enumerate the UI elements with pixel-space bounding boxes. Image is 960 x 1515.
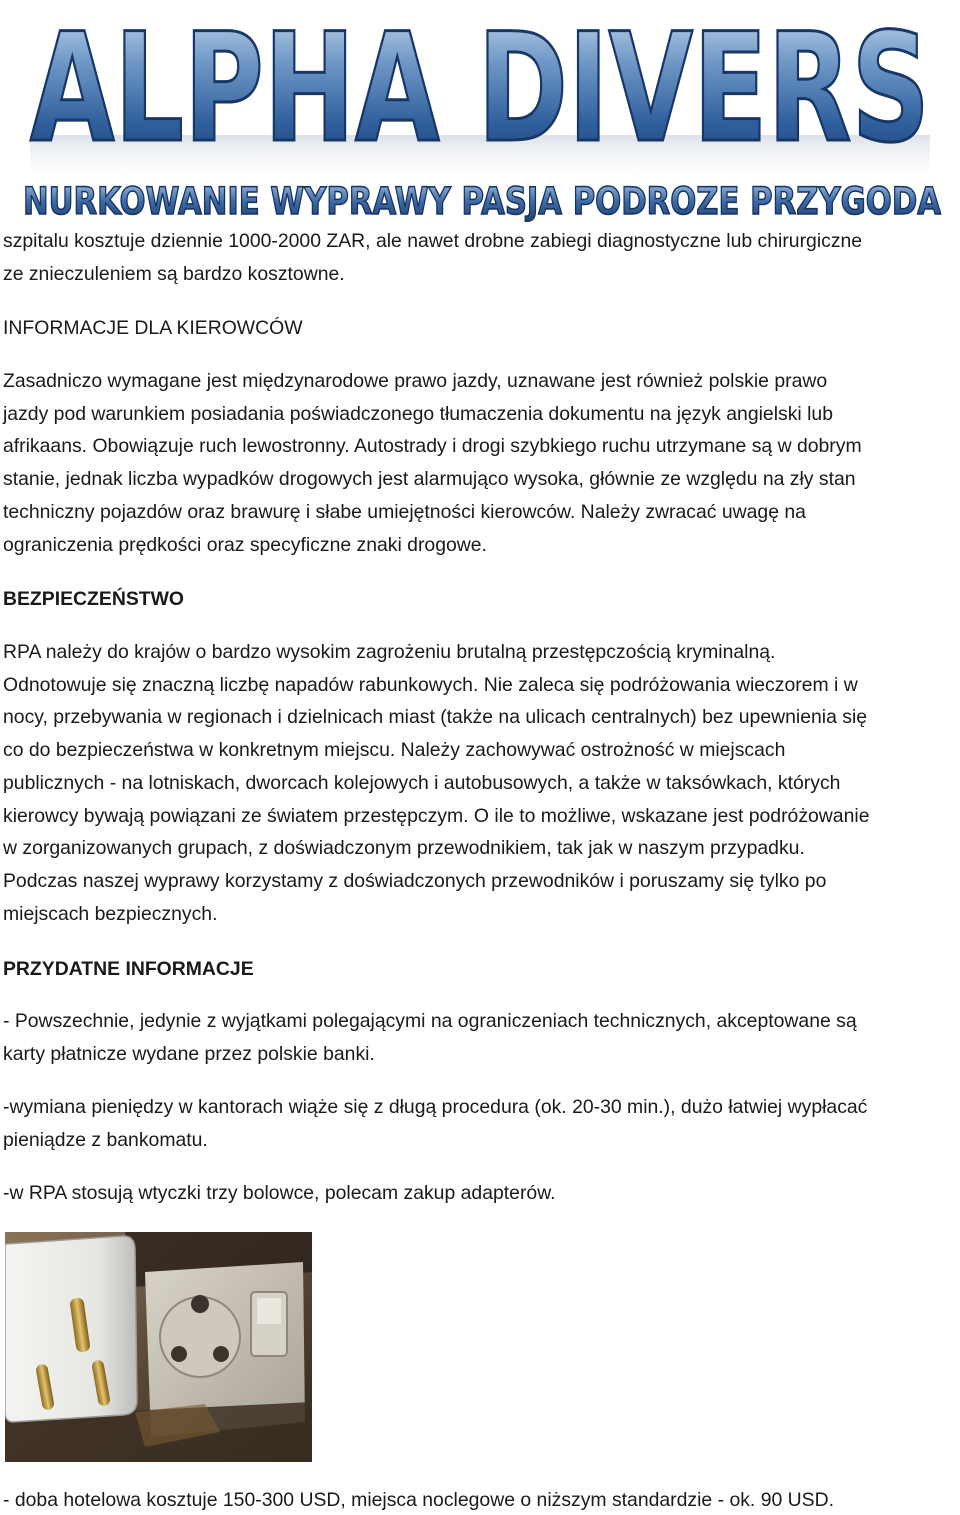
text-line: - doba hotelowa kosztuje 150-300 USD, miejsca noclegowe o niższym standardzie - ok. 90 USD. (3, 1489, 834, 1511)
alpha-divers-logo (0, 0, 960, 222)
text-line: pieniądze z bankomatu. (3, 1128, 208, 1151)
safety-heading: BEZPIECZEŃSTWO (3, 588, 184, 610)
text-line: Zasadniczo wymagane jest międzynarodowe prawo jazdy, uznawane jest również polskie prawo (3, 370, 828, 392)
text-line: karty płatnicze wydane przez polskie banki. (3, 1042, 375, 1065)
safety-paragraph (3, 636, 953, 930)
text-line: - Powszechnie, jedynie z wyjątkami polegającymi na ograniczeniach technicznych, akceptowane są (3, 1010, 857, 1032)
text-line: miejscach bezpiecznych. (3, 902, 218, 925)
text-line: ograniczenia prędkości oraz specyficzne znaki drogowe. (3, 533, 487, 556)
text-line: publicznych - na lotniskach, dworcach kolejowych i autobusowych, a także w taksówkach, których (3, 771, 841, 794)
text-line: kierowcy bywają powiązani ze światem przestępczym. O ile to możliwe, wskazane jest podróżowanie (3, 804, 870, 827)
text-line: Podczas naszej wyprawy korzystamy z doświadczonych przewodników i poruszamy się tylko po (3, 869, 827, 892)
plug-socket-photo (5, 1232, 312, 1462)
logo-wordmark: ALPHA DIVERS (30, 2, 930, 176)
text-line: ze znieczuleniem są bardzo kosztowne. (3, 262, 345, 285)
text-line: jazdy pod warunkiem posiadania poświadczonego tłumaczenia dokumentu na język angielski lub (3, 402, 833, 425)
logo-tagline: NURKOWANIE WYPRAWY PASJA PODROZE PRZYGODA (23, 180, 942, 222)
text-line: co do bezpieczeństwa w konkretnym miejscu. Należy zachowywać ostrożność w miejscach (3, 739, 786, 762)
text-line: w zorganizowanych grupach, z doświadczonym przewodnikiem, tak jak w naszym przypadku. (3, 837, 805, 860)
text-line: -wymiana pieniędzy w kantorach wiąże się z długą procedura (ok. 20-30 min.), dużo łatwiej wypłacać (3, 1096, 868, 1118)
text-line: szpitalu kosztuje dziennie 1000-2000 ZAR, ale nawet drobne zabiegi diagnostyczne lub chirurgiczne (3, 230, 863, 252)
text-line: -w RPA stosują wtyczki trzy bolowce, polecam zakup adapterów. (3, 1182, 556, 1204)
useful-item-cards (3, 1005, 953, 1070)
useful-item-exchange (3, 1091, 953, 1156)
drivers-heading: INFORMACJE DLA KIEROWCÓW (3, 317, 303, 339)
useful-item-hotel (3, 1486, 953, 1514)
header-banner (0, 0, 960, 222)
text-line: Odnotowuje się znaczną liczbę napadów rabunkowych. Nie zaleca się podróżowania wieczorem i w (3, 673, 858, 696)
text-line: afrikaans. Obowiązuje ruch lewostronny. Autostrady i drogi szybkiego ruchu utrzymane są w dobrym (3, 435, 862, 458)
useful-item-plugs (3, 1177, 953, 1210)
intro-paragraph (3, 225, 953, 290)
text-line: nocy, przebywania w regionach i dzielnicach miast (także na ulicach centralnych) bez upewnienia się (3, 706, 868, 729)
drivers-paragraph (3, 365, 953, 561)
text-line: RPA należy do krajów o bardzo wysokim zagrożeniu brutalną przestępczością kryminalną. (3, 641, 776, 663)
text-line: stanie, jednak liczba wypadków drogowych jest alarmująco wysoka, głównie ze względu na zły stan (3, 468, 856, 491)
text-line: techniczny pojazdów oraz brawurę i słabe umiejętności kierowców. Należy zwracać uwagę na (3, 500, 806, 523)
useful-heading: PRZYDATNE INFORMACJE (3, 958, 254, 980)
